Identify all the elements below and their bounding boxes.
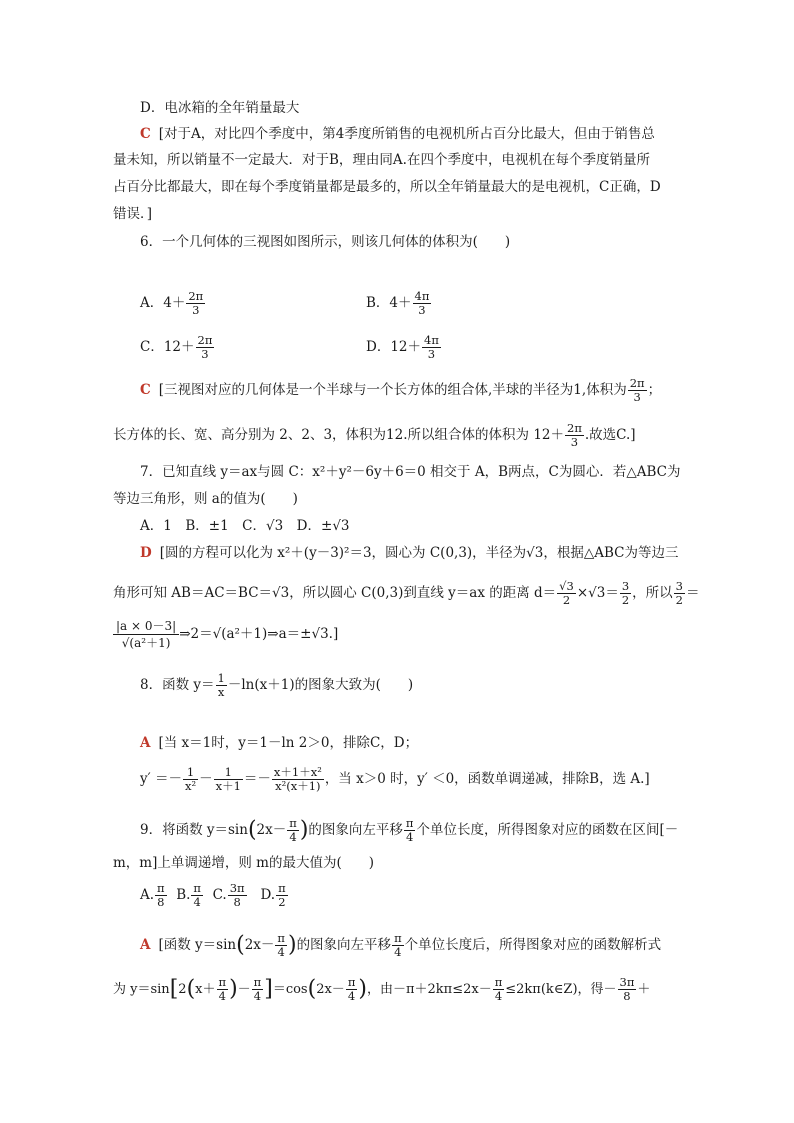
q7-options: A．1 B．±1 C．√3 D．±√3 <box>140 518 350 534</box>
q5-explanation-line: 占百分比都最大，即在每个季度销量都是最多的，所以全年销量最大的是电视机，C正确，D <box>113 179 661 195</box>
q8-stem: 8．函数 y＝ $\frac{1}{x}$ －ln(x＋1)的图象大致为( ) <box>140 671 414 699</box>
q6-option-d: D．12＋ $\frac{4\pi}{3}$ <box>366 333 439 361</box>
q6-option-a: A．4＋ $\frac{2\pi}{3}$ <box>140 289 204 317</box>
q9-stem: m，m]上单调递增，则 m的最大值为( ) <box>113 855 374 871</box>
q5-explanation-line: C [对于A，对比四个季度中，第4季度所销售的电视机所占百分比最大，但由于销售总 <box>140 126 655 142</box>
answer-letter: A <box>140 937 151 953</box>
q6-explanation-line: C [三视图对应的几何体是一个半球与一个长方体的组合体,半球的半径为1,体积为 $\frac{2\pi}{3}$ ； <box>140 376 662 404</box>
q7-explanation-line: 角形可知 AB＝AC＝BC＝√3，所以圆心 C(0,3)到直线 y＝ax 的距离 d＝ $\frac{√3}{2}$ ×√3＝ $\frac{3}{2}$ ，所以 $\frac{3}{2}$ ＝ <box>113 579 700 607</box>
q8-explanation-line: y′ ＝－ $\frac{1}{\text{x²}}$ － $\frac{1}{x+1}$ ＝－ $\frac{\text{x＋1＋x²}}{\text{x²(x＋1)}}$ ，当 x＞0 时，y′ ＜0，函数单调递减，排除B，选 A.] <box>140 765 650 793</box>
q6-stem: 6．一个几何体的三视图如图所示，则该几何体的体积为( ) <box>140 234 511 250</box>
q5-explanation-line: 量未知，所以销量不一定最大．对于B，理由同A.在四个季度中，电视机在每个季度销量所 <box>113 152 650 168</box>
q5-explanation-line: 错误．] <box>113 206 153 222</box>
q9-stem: 9．将函数 y＝sin(2x－ $\frac{\pi}{4}$ )的图象向左平移 $\frac{\pi}{4}$ 个单位长度，所得图象对应的函数在区间[－ <box>140 816 679 844</box>
q7-stem: 等边三角形，则 a的值为( ) <box>113 491 298 507</box>
q9-explanation-line: A [函数 y＝sin(2x－ $\frac{\pi}{4}$ )的图象向左平移 $\frac{\pi}{4}$ 个单位长度后，所得图象对应的函数解析式 <box>140 931 662 959</box>
q5-option-d: D．电冰箱的全年销量最大 <box>140 100 300 116</box>
q7-stem: 7．已知直线 y＝ax与圆 C：x²＋y²－6y＋6＝0 相交于 A，B两点，C为圆心．若△ABC为 <box>140 464 681 480</box>
q9-explanation-line: 为 y＝sin[2(x＋ $\frac{\pi}{4}$ )－ $\frac{\pi}{4}$ ]＝cos(2x－ $\frac{\pi}{4}$ )，由－π＋2kπ≤2x－ $\frac{\pi}{4}$ ≤2kπ(k∈Z)，得－ $\frac{3\pi}{8}$ ＋ <box>113 975 651 1003</box>
q7-explanation-line: D [圆的方程可以化为 x²＋(y－3)²＝3，圆心为 C(0,3)，半径为√3，根据△ABC为等边三 <box>140 545 679 561</box>
answer-letter: D <box>140 545 152 561</box>
q9-options: A. $\frac{\pi}{8}$ B. $\frac{\pi}{4}$ C. $\frac{3\pi}{8}$ D. $\frac{\pi}{2}$ <box>140 881 286 909</box>
q8-explanation-line: A [当 x＝1时，y＝1－ln 2＞0，排除C，D； <box>140 735 419 751</box>
answer-letter: A <box>140 735 151 751</box>
q7-explanation-line: $\frac{|a \times 0-3|}{\text{√(a²＋1)}}$ ⇒2＝√(a²＋1)⇒a＝±√3.] <box>113 618 338 651</box>
q6-explanation-line: 长方体的长、宽、高分别为 2、2、3，体积为12.所以组合体的体积为 12＋ $\frac{2\pi}{3}$ .故选C.] <box>113 421 636 449</box>
answer-letter: C <box>140 126 151 142</box>
answer-letter: C <box>140 382 151 398</box>
q6-option-c: C．12＋ $\frac{2\pi}{3}$ <box>140 333 213 361</box>
q6-option-b: B．4＋ $\frac{4\pi}{3}$ <box>366 289 430 317</box>
